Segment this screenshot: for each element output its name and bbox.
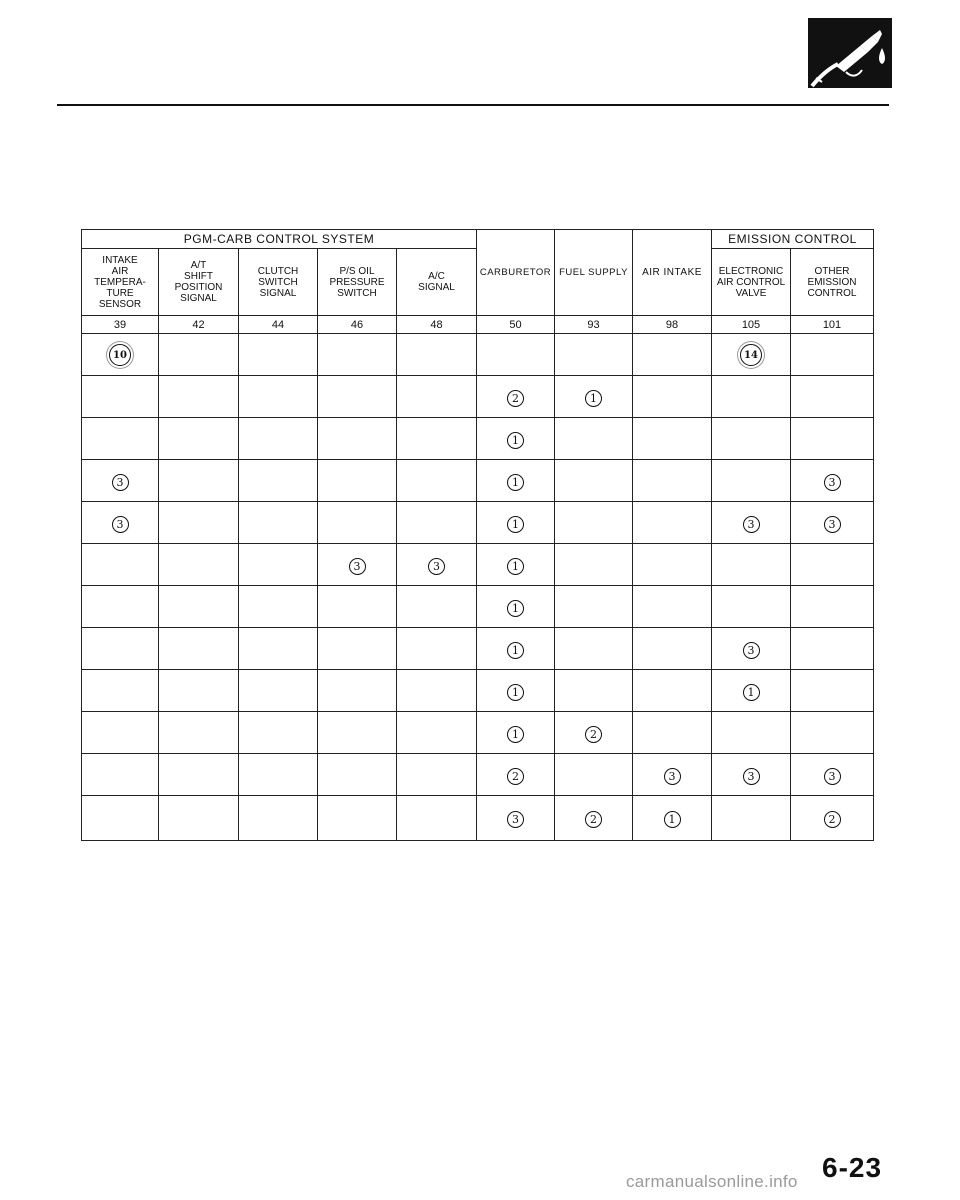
page-ref: 46: [318, 316, 397, 334]
priority-number-marker: 1: [507, 600, 524, 617]
table-cell: [159, 628, 239, 670]
priority-number-marker: 1: [507, 432, 524, 449]
col-header-air-intake: AIR INTAKE: [633, 230, 712, 316]
table-cell: [239, 712, 318, 754]
priority-number-marker: 3: [743, 516, 760, 533]
priority-number-marker: 3: [824, 768, 841, 785]
table-cell: [82, 544, 159, 586]
table-cell: [477, 376, 555, 418]
priority-number-marker: 2: [507, 768, 524, 785]
table-cell: [318, 376, 397, 418]
table-row: [82, 376, 874, 418]
table-cell: [712, 544, 791, 586]
table-cell: [712, 334, 791, 376]
page-ref: 98: [633, 316, 712, 334]
table-cell: [318, 712, 397, 754]
table-cell: [477, 544, 555, 586]
table-row: [82, 502, 874, 544]
table-cell: [555, 544, 633, 586]
table-cell: [712, 460, 791, 502]
table-cell: [318, 628, 397, 670]
priority-number-marker: 3: [428, 558, 445, 575]
table-cell: [318, 460, 397, 502]
table-cell: [159, 796, 239, 841]
priority-number-marker: 3: [824, 474, 841, 491]
table-cell: [159, 460, 239, 502]
table-cell: [82, 586, 159, 628]
table-cell: [82, 796, 159, 841]
table-cell: [633, 754, 712, 796]
table-cell: [791, 376, 874, 418]
table-cell: [397, 712, 477, 754]
table-cell: [791, 418, 874, 460]
priority-number-marker: 1: [507, 642, 524, 659]
table-cell: [159, 586, 239, 628]
table-cell: [239, 334, 318, 376]
priority-number-marker: 1: [585, 390, 602, 407]
page-ref: 39: [82, 316, 159, 334]
priority-number-marker: 3: [507, 811, 524, 828]
table-cell: [633, 628, 712, 670]
table-cell: [791, 334, 874, 376]
table-cell: [318, 586, 397, 628]
page-ref: 44: [239, 316, 318, 334]
table-cell: [82, 628, 159, 670]
table-cell: [159, 544, 239, 586]
table-cell: [239, 586, 318, 628]
priority-number-marker: 1: [507, 474, 524, 491]
table-cell: [318, 670, 397, 712]
table-cell: [239, 796, 318, 841]
table-cell: [555, 376, 633, 418]
table-cell: [397, 586, 477, 628]
page-number: 6-23: [822, 1152, 883, 1183]
watermark: carmanualsonline.info: [626, 1172, 798, 1191]
table-cell: [477, 418, 555, 460]
table-cell: [239, 544, 318, 586]
page-ref: 93: [555, 316, 633, 334]
table-cell: [82, 460, 159, 502]
table-cell: [477, 460, 555, 502]
col-header-intake-air-temp: INTAKE AIR TEMPERA- TURE SENSOR: [82, 249, 159, 316]
table-cell: [633, 376, 712, 418]
table-row: [82, 754, 874, 796]
group-header-row: [82, 230, 874, 249]
table-cell: [318, 754, 397, 796]
table-cell: [555, 460, 633, 502]
priority-number-marker: 3: [112, 474, 129, 491]
table-row: [82, 460, 874, 502]
table-row: [82, 334, 874, 376]
page-ref: 50: [477, 316, 555, 334]
table-cell: [712, 628, 791, 670]
table-cell: [82, 334, 159, 376]
priority-number-marker: 1: [507, 726, 524, 743]
table-cell: [397, 418, 477, 460]
table-cell: [633, 796, 712, 841]
table-cell: [82, 670, 159, 712]
table-cell: [791, 460, 874, 502]
table-cell: [712, 670, 791, 712]
table-cell: [397, 796, 477, 841]
col-header-clutch: CLUTCH SWITCH SIGNAL: [239, 249, 318, 316]
table-cell: [318, 334, 397, 376]
table-cell: [791, 544, 874, 586]
table-cell: [477, 796, 555, 841]
table-cell: [477, 586, 555, 628]
table-cell: [477, 502, 555, 544]
table-cell: [477, 670, 555, 712]
table-cell: [159, 502, 239, 544]
symptom-matrix-table: [81, 229, 874, 841]
table-cell: [555, 418, 633, 460]
table-row: [82, 670, 874, 712]
priority-number-marker: 2: [824, 811, 841, 828]
col-header-carburetor: CARBURETOR: [477, 230, 555, 316]
table-cell: [159, 754, 239, 796]
group-emission: EMISSION CONTROL: [712, 230, 874, 249]
priority-number-marker: 2: [507, 390, 524, 407]
table-cell: [791, 670, 874, 712]
table-cell: [712, 754, 791, 796]
table-row: [82, 544, 874, 586]
table-cell: [633, 334, 712, 376]
table-cell: [397, 502, 477, 544]
table-cell: [555, 670, 633, 712]
table-cell: [477, 334, 555, 376]
table-cell: [239, 418, 318, 460]
page-ref: 48: [397, 316, 477, 334]
table-row: [82, 628, 874, 670]
table-cell: [633, 712, 712, 754]
col-header-fuel-supply: FUEL SUPPLY: [555, 230, 633, 316]
table-cell: [239, 376, 318, 418]
page-ref: 42: [159, 316, 239, 334]
col-header-other-emission: OTHER EMISSION CONTROL: [791, 249, 874, 316]
table-row: [82, 712, 874, 754]
table-cell: [82, 712, 159, 754]
table-cell: [712, 712, 791, 754]
table-cell: [477, 628, 555, 670]
table-cell: [397, 460, 477, 502]
table-cell: [397, 628, 477, 670]
table-cell: [239, 460, 318, 502]
priority-number-marker: 2: [585, 726, 602, 743]
table-cell: [633, 670, 712, 712]
group-pgm-carb: PGM-CARB CONTROL SYSTEM: [82, 230, 477, 249]
table-cell: [159, 712, 239, 754]
table-cell: [159, 334, 239, 376]
page-ref: 105: [712, 316, 791, 334]
page-ref: 101: [791, 316, 874, 334]
priority-number-marker: 3: [743, 642, 760, 659]
table-cell: [397, 334, 477, 376]
col-header-ps-oil: P/S OIL PRESSURE SWITCH: [318, 249, 397, 316]
table-cell: [791, 796, 874, 841]
table-cell: [477, 754, 555, 796]
table-cell: [159, 670, 239, 712]
table-cell: [633, 460, 712, 502]
table-cell: [318, 418, 397, 460]
col-header-ac-signal: A/C SIGNAL: [397, 249, 477, 316]
priority-number-marker: 2: [585, 811, 602, 828]
note-reference-marker: 10: [109, 344, 131, 366]
table-cell: [712, 586, 791, 628]
table-cell: [397, 544, 477, 586]
priority-number-marker: 3: [112, 516, 129, 533]
table-cell: [82, 418, 159, 460]
table-cell: [633, 418, 712, 460]
table-cell: [555, 334, 633, 376]
table-cell: [791, 754, 874, 796]
matrix-body: [82, 334, 874, 841]
table-cell: [555, 796, 633, 841]
table-cell: [397, 670, 477, 712]
table-cell: [555, 754, 633, 796]
table-cell: [712, 376, 791, 418]
priority-number-marker: 1: [664, 811, 681, 828]
table-cell: [82, 754, 159, 796]
table-cell: [82, 376, 159, 418]
priority-number-marker: 3: [824, 516, 841, 533]
table-cell: [239, 502, 318, 544]
note-reference-marker: 14: [740, 344, 762, 366]
page-ref-row: [82, 316, 874, 334]
table-cell: [791, 712, 874, 754]
priority-number-marker: 1: [743, 684, 760, 701]
priority-number-marker: 1: [507, 516, 524, 533]
table-cell: [397, 376, 477, 418]
table-cell: [318, 796, 397, 841]
table-row: [82, 418, 874, 460]
header-rule: [57, 104, 889, 106]
table-cell: [791, 586, 874, 628]
table-cell: [555, 628, 633, 670]
table-cell: [239, 628, 318, 670]
table-cell: [318, 502, 397, 544]
table-cell: [555, 586, 633, 628]
col-header-at-shift: A/T SHIFT POSITION SIGNAL: [159, 249, 239, 316]
table-cell: [239, 670, 318, 712]
table-cell: [239, 754, 318, 796]
table-row: [82, 796, 874, 841]
table-cell: [791, 502, 874, 544]
priority-number-marker: 3: [664, 768, 681, 785]
priority-number-marker: 3: [349, 558, 366, 575]
table-cell: [159, 418, 239, 460]
table-cell: [82, 502, 159, 544]
fuel-nozzle-icon: [808, 18, 892, 88]
priority-number-marker: 3: [743, 768, 760, 785]
table-cell: [159, 376, 239, 418]
priority-number-marker: 1: [507, 558, 524, 575]
table-cell: [712, 418, 791, 460]
table-cell: [318, 544, 397, 586]
table-row: [82, 586, 874, 628]
table-cell: [633, 502, 712, 544]
table-cell: [712, 796, 791, 841]
table-cell: [712, 502, 791, 544]
table-cell: [633, 586, 712, 628]
table-cell: [477, 712, 555, 754]
priority-number-marker: 1: [507, 684, 524, 701]
table-cell: [397, 754, 477, 796]
table-cell: [633, 544, 712, 586]
table-cell: [555, 712, 633, 754]
table-cell: [555, 502, 633, 544]
table-cell: [791, 628, 874, 670]
col-header-eacv: ELECTRONIC AIR CONTROL VALVE: [712, 249, 791, 316]
